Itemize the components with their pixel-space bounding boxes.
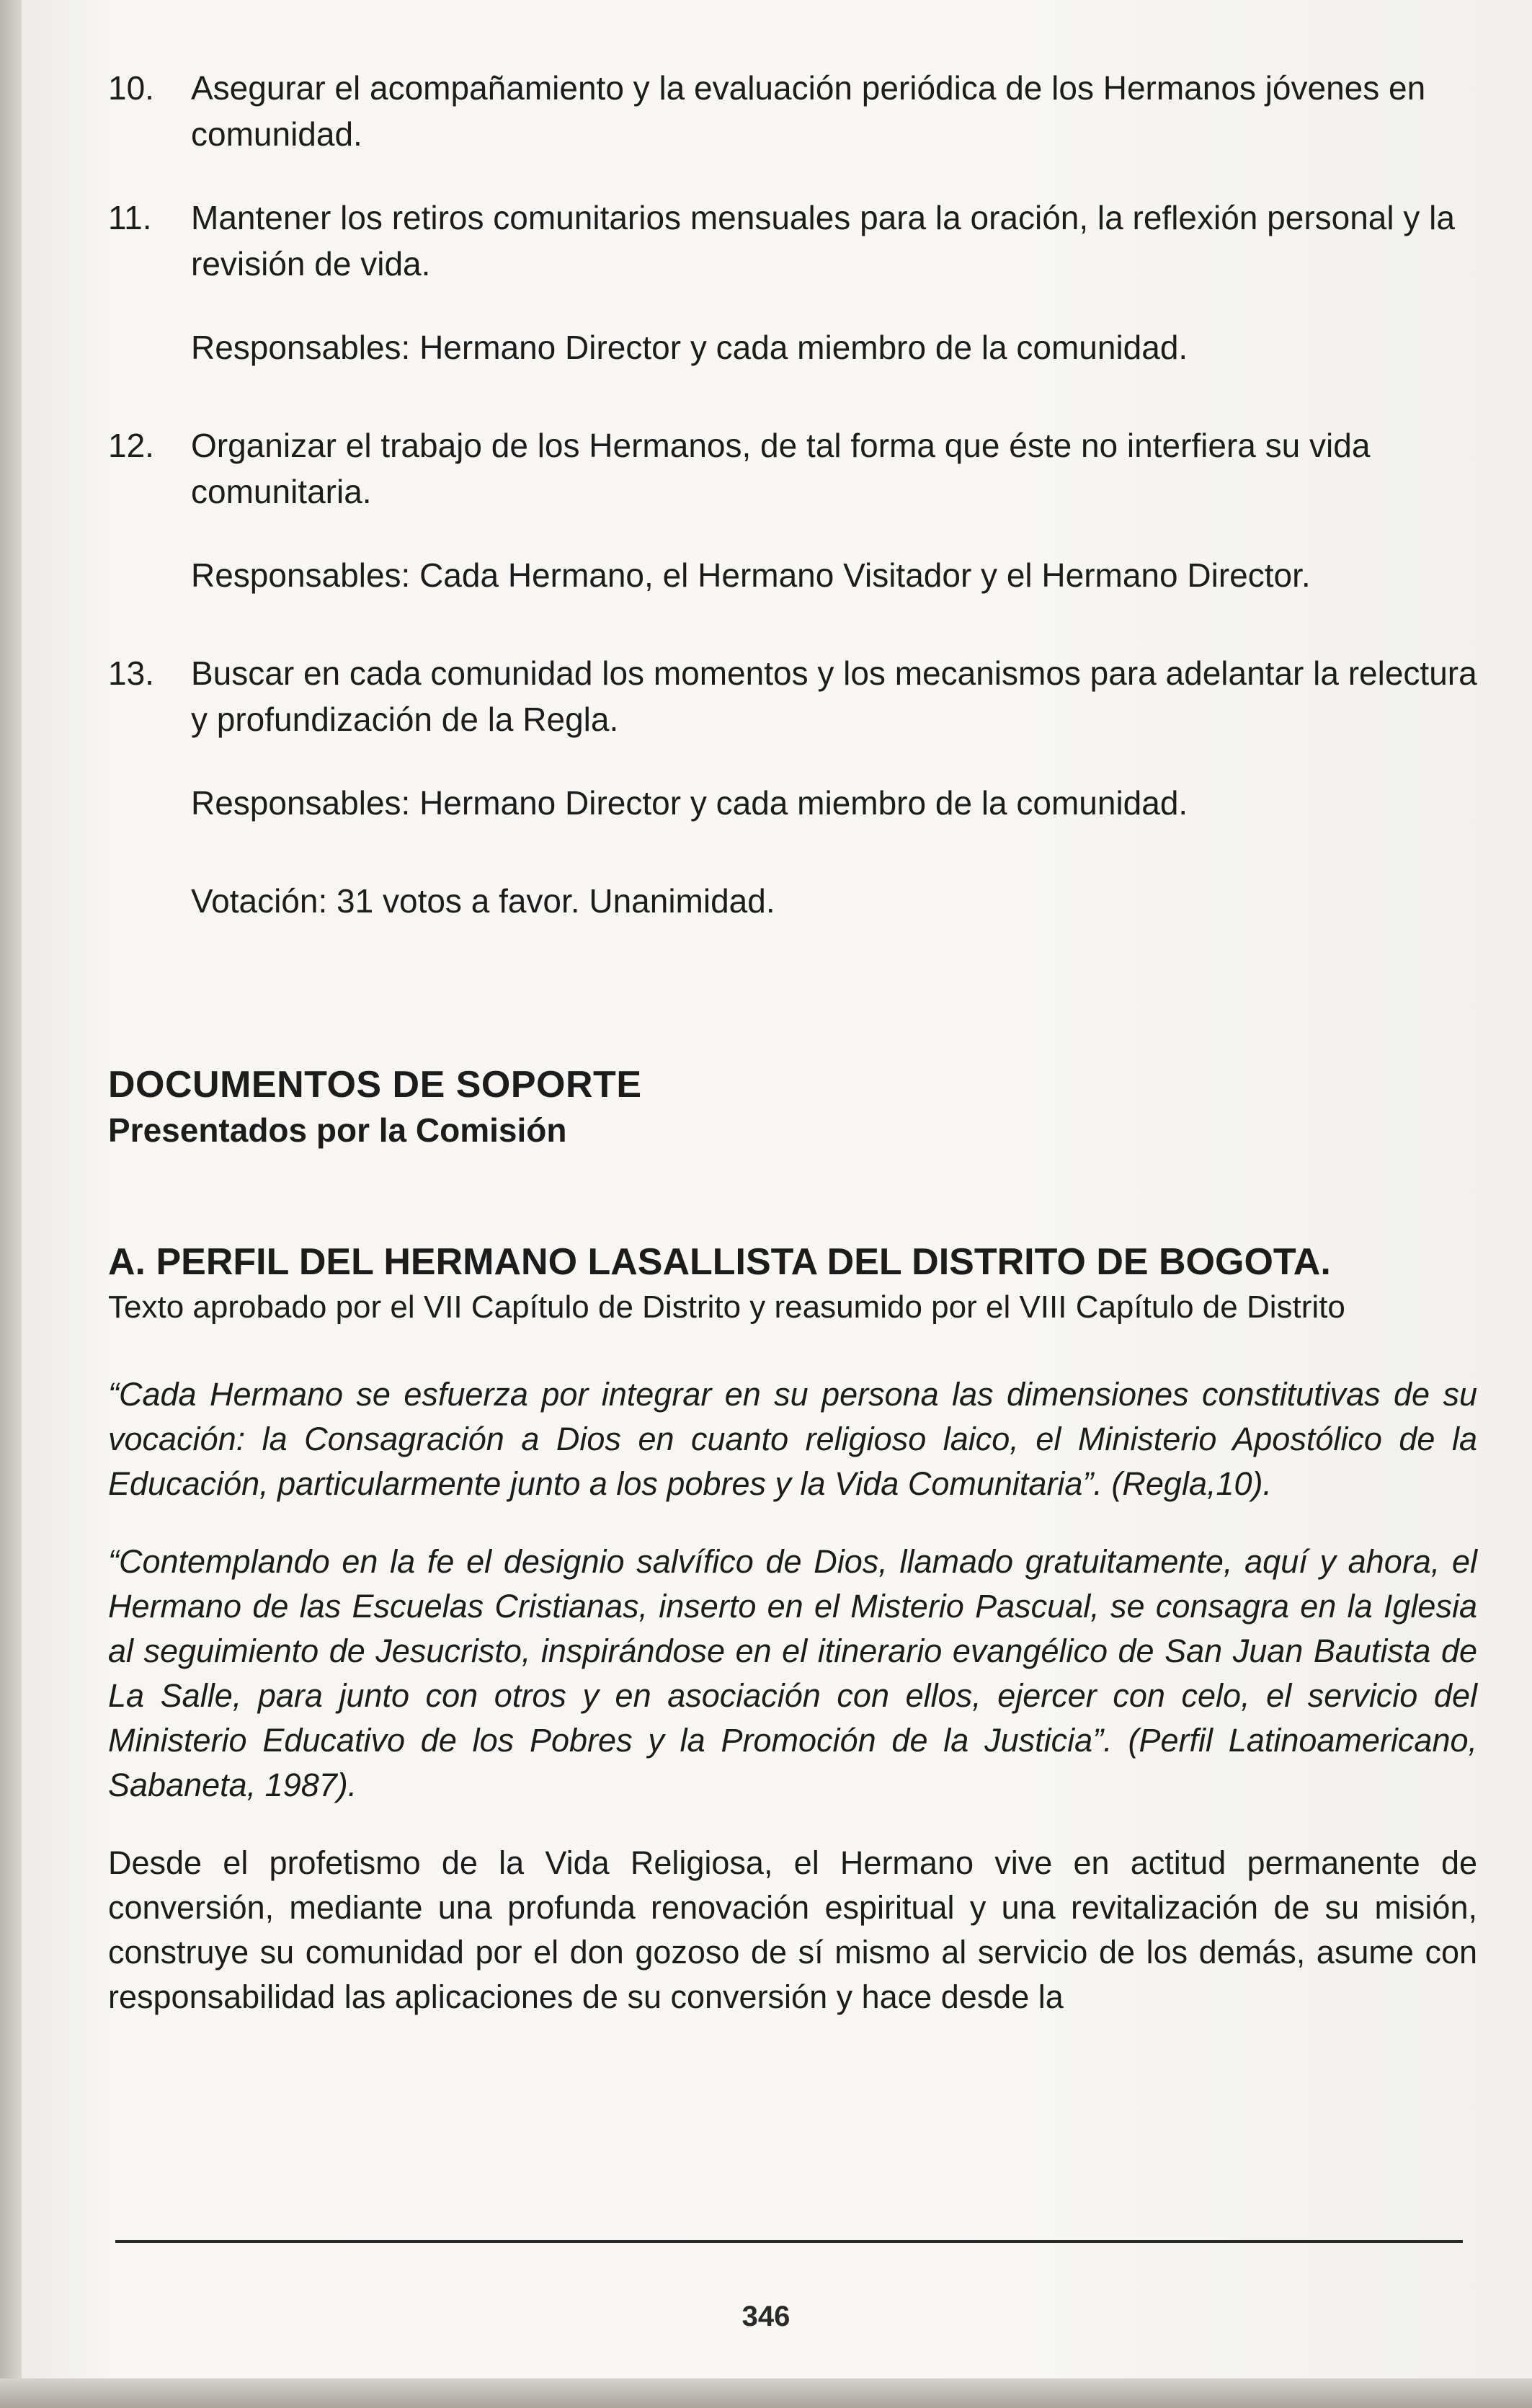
footer-rule [115,2240,1463,2243]
list-item [108,195,1477,287]
subsection-subtitle: Texto aprobado por el VII Capítulo de Distrito y reasumido por el VIII Capítulo de Distrito [108,1289,1345,1325]
page-number: 346 [741,2301,791,2332]
item-text: Asegurar el acompañamiento y la evaluación periódica de los Hermanos jóvenes en comunidad. [191,69,1426,153]
quote-block: “Contemplando en la fe el designio salvífico de Dios, llamado gratuitamente, aquí y ahora, el Hermano de las Escuelas Cristianas, inserto en el Misterio Pascual, se consagra en la Iglesia al seguimiento de Jesucristo, inspirándose en el itinerario evangélico de San Juan Bautista de La Salle, para junto con otros y en asociación con ellos, ejercer con celo, el servicio del Ministerio Educativo de los Pobres y la Promoción de la Justicia”. (Perfil Latinoamericano, Sabaneta, 1987). [108,1543,1477,1803]
quote-block: “Cada Hermano se esfuerza por integrar en su persona las dimensiones constitutivas de su vocación: la Consagración a Dios en cuanto religioso laico, el Ministerio Apostólico de la Educación, particularmente junto a los pobres y la Vida Comunitaria”. (Regla,10). [108,1376,1477,1502]
responsables-line: Responsables: Cada Hermano, el Hermano Visitador y el Hermano Director. [191,556,1311,594]
responsables-line: Responsables: Hermano Director y cada miembro de la comunidad. [191,329,1188,366]
section-heading: DOCUMENTOS DE SOPORTE [108,1064,642,1106]
list-item [108,65,1477,157]
page-content [108,65,1477,2020]
page-edge-shadow [0,2378,1532,2408]
section-subheading: Presentados por la Comisión [108,1111,567,1149]
item-number: 13. [108,654,154,692]
item-text: Buscar en cada comunidad los momentos y los mecanismos para adelantar la relectura y profundización de la Regla. [191,654,1477,738]
item-number: 12. [108,427,154,464]
item-text: Mantener los retiros comunitarios mensuales para la oración, la reflexión personal y la revisión de vida. [191,199,1455,283]
list-item [108,422,1477,515]
subsection-heading: A. PERFIL DEL HERMANO LASALLISTA DEL DISTRITO DE BOGOTA. [108,1241,1331,1283]
item-number: 10. [108,69,154,107]
responsables-line: Responsables: Hermano Director y cada miembro de la comunidad. [191,784,1188,822]
item-text: Organizar el trabajo de los Hermanos, de tal forma que éste no interfiera su vida comunitaria. [191,427,1371,510]
item-number: 11. [108,199,152,236]
body-paragraph: Desde el profetismo de la Vida Religiosa, el Hermano vive en actitud permanente de conversión, mediante una profunda renovación espiritual y una revitalización de su misión, construye su comunidad por el don gozoso de sí mismo al servicio de los demás, asume con responsabilidad las aplicaciones de su conversión y hace desde la [108,1844,1477,2015]
list-item [108,650,1477,742]
votacion-line: Votación: 31 votos a favor. Unanimidad. [191,882,775,920]
